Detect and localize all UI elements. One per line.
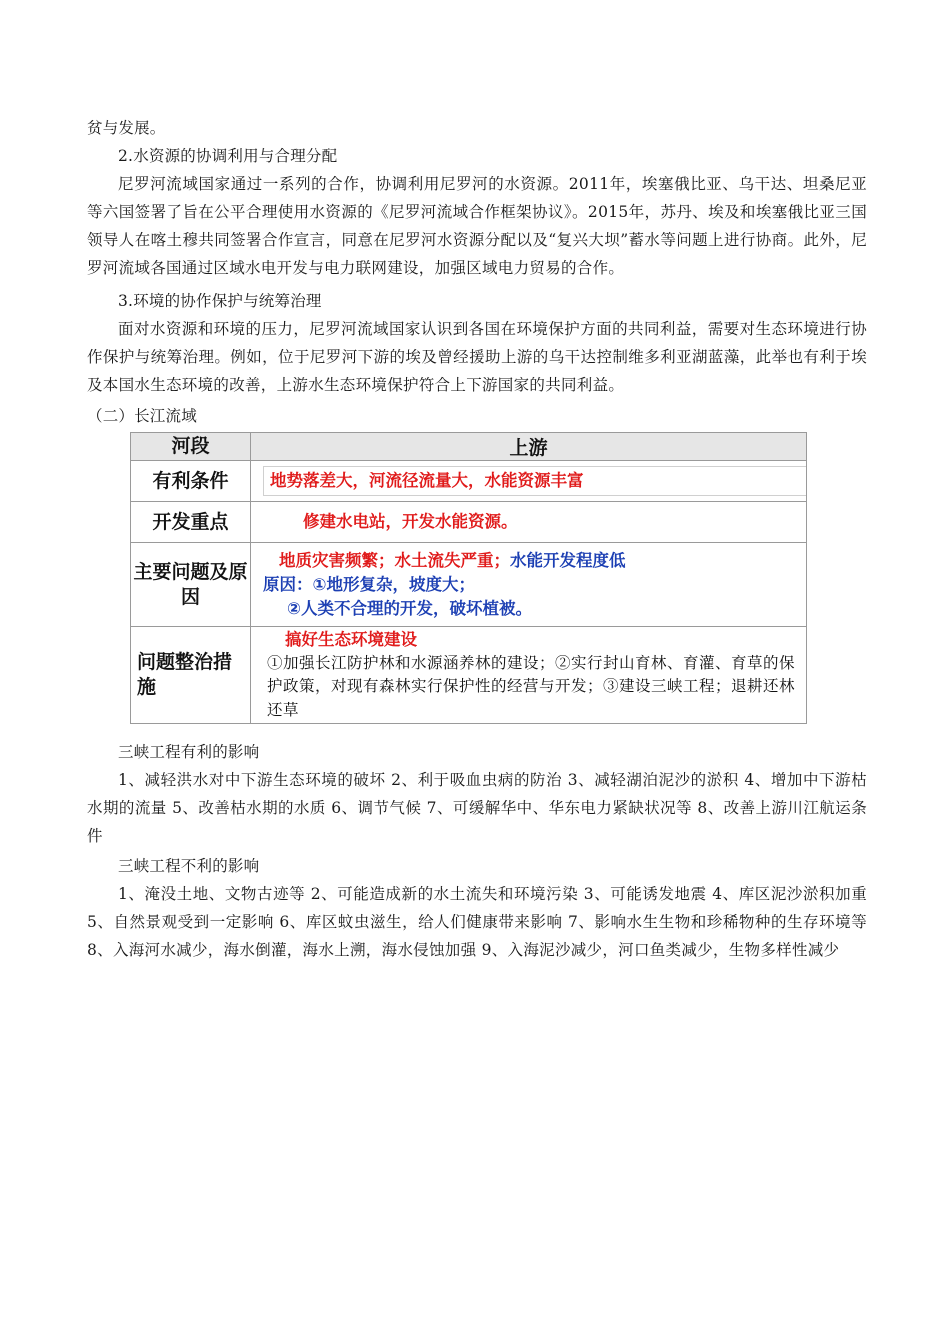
table-row-development — [131, 502, 807, 543]
section-2-heading: 2.水资源的协调利用与合理分配 — [118, 147, 338, 165]
problems-label: 主要问题及原因 — [131, 543, 251, 627]
positive-impact-heading: 三峡工程有利的影响 — [118, 743, 260, 761]
positive-impact-body: 1、减轻洪水对中下游生态环境的破坏 2、利于吸血虫病的防治 3、减轻湖泊泥沙的淤积 4、增加中下游枯水期的流量 5、改善枯水期的水质 6、调节气候 7、可缓解华中、华东电力紧缺状况等 8、改善上游川江航运条件 — [87, 771, 867, 845]
favorable-cell — [251, 461, 807, 502]
intro-tail-text: 贫与发展。 — [87, 119, 166, 137]
problem-blue-text: 水能开发程度低 — [510, 550, 626, 570]
problems-cell — [251, 543, 807, 627]
measures-detail: ①加强长江防护林和水源涵养林的建设；②实行封山育林、育灌、育草的保护政策，对现有森林实行保护性的经营与开发；③建设三峡工程；退耕还林还草 — [267, 653, 796, 719]
negative-impact-heading: 三峡工程不利的影响 — [118, 857, 260, 875]
header-upper-reach: 上游 — [251, 433, 807, 461]
problem-red-text: 地质灾害频繁；水土流失严重； — [279, 550, 510, 570]
development-content: 修建水电站，开发水能资源。 — [303, 512, 518, 531]
yangtze-heading: （二）长江流域 — [87, 407, 197, 425]
yangtze-upper-table — [130, 432, 807, 724]
table-row-measures — [131, 627, 807, 724]
favorable-label: 有利条件 — [131, 461, 251, 502]
measures-title: 搞好生态环境建设 — [285, 629, 417, 649]
problems-line — [263, 549, 806, 573]
section-2-body: 尼罗河流域国家通过一系列的合作，协调利用尼罗河的水资源。2011年，埃塞俄比亚、乌干达、坦桑尼亚等六国签署了旨在公平合理使用水资源的《尼罗河流域合作框架协议》。2015年，苏丹、埃及和埃塞俄比亚三国领导人在喀土穆共同签署合作宣言，同意在尼罗河水资源分配以及“复兴大坝”蓄水等问题上进行协商。此外，尼罗河流域各国通过区域水电开发与电力联网建设，加强区域电力贸易的合作。 — [87, 175, 867, 277]
measures-cell — [251, 627, 807, 724]
table-row-favorable — [131, 461, 807, 502]
header-river-section: 河段 — [131, 433, 251, 461]
cause-line-2: ②人类不合理的开发，破坏植被。 — [287, 598, 532, 618]
favorable-content: 地势落差大，河流径流量大，水能资源丰富 — [263, 466, 806, 496]
development-label: 开发重点 — [131, 502, 251, 543]
cause-line-1: 原因：①地形复杂，坡度大； — [263, 574, 475, 594]
table-row-problems — [131, 543, 807, 627]
section-3-heading: 3.环境的协作保护与统筹治理 — [118, 292, 322, 310]
section-3-body: 面对水资源和环境的压力，尼罗河流域国家认识到各国在环境保护方面的共同利益，需要对生态环境进行协作保护与统筹治理。例如，位于尼罗河下游的埃及曾经援助上游的乌干达控制维多利亚湖蓝藻，此举也有利于埃及本国水生态环境的改善，上游水生态环境保护符合上下游国家的共同利益。 — [87, 320, 867, 394]
development-cell — [251, 502, 807, 543]
table-header-row — [131, 433, 807, 461]
negative-impact-body: 1、淹没土地、文物古迹等 2、可能造成新的水土流失和环境污染 3、可能诱发地震 4、库区泥沙淤积加重 5、自然景观受到一定影响 6、库区蚊虫滋生，给人们健康带来影响 7、影响水生生物和珍稀物种的生存环境等 8、入海河水减少，海水倒灌，海水上溯，海水侵蚀加强 9、入海泥沙减少，河口鱼类减少，生物多样性减少 — [87, 885, 867, 959]
measures-label: 问题整治措施 — [131, 627, 251, 724]
